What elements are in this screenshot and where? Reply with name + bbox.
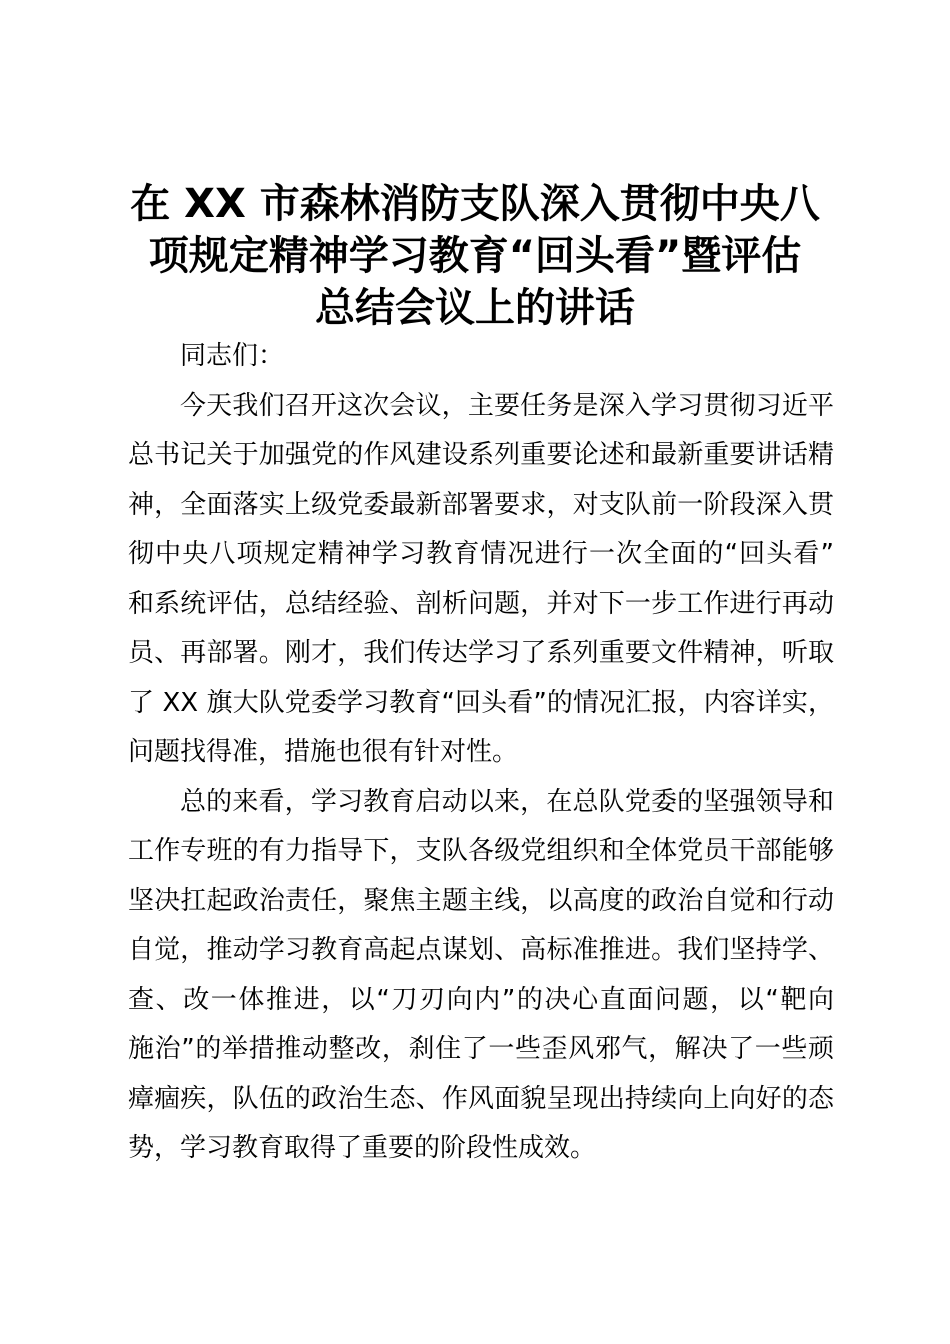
paragraph-line: 瘴痼疾，队伍的政治生态、作风面貌呈现出持续向上向好的态 [128, 1083, 834, 1114]
paragraph-line: 工作专班的有力指导下，支队各级党组织和全体党员干部能够 [128, 836, 834, 866]
paragraph-line: 自觉，推动学习教育高起点谋划、高标准推进。我们坚持学、 [128, 935, 834, 965]
paragraph-line: 了 XX 旗大队党委学习教育“回头看”的情况汇报，内容详实， [128, 687, 834, 718]
document-body [128, 332, 834, 1174]
paragraph-line: 势，学习教育取得了重要的阶段性成效。 [128, 1133, 597, 1163]
salutation: 同志们： [180, 341, 285, 371]
paragraph-line: 总书记关于加强党的作风建设系列重要论述和最新重要讲话精 [128, 440, 834, 470]
paragraph-line: 和系统评估，总结经验、剖析问题，并对下一步工作进行再动 [128, 588, 834, 619]
paragraph-1 [128, 382, 834, 778]
paragraph-line: 问题找得准，措施也很有针对性。 [128, 737, 519, 767]
title-line-3: 总结会议上的讲话 [315, 285, 635, 331]
paragraph-line: 坚决扛起政治责任，聚焦主题主线，以高度的政治自觉和行动 [128, 885, 834, 916]
paragraph-line: 总的来看，学习教育启动以来，在总队党委的坚强领导和 [180, 786, 834, 817]
document-title [110, 178, 840, 334]
paragraph-line: 查、改一体推进，以“刀刃向内”的决心直面问题，以“靶向 [128, 984, 834, 1015]
paragraph-line: 施治”的举措推动整改，刹住了一些歪风邪气，解决了一些顽 [128, 1034, 834, 1064]
title-line-2: 项规定精神学习教育“回头看”暨评估 [148, 233, 802, 279]
paragraph-line: 神，全面落实上级党委最新部署要求，对支队前一阶段深入贯 [128, 489, 834, 520]
paragraph-line: 今天我们召开这次会议，主要任务是深入学习贯彻习近平 [180, 390, 834, 421]
paragraph-line: 员、再部署。刚才，我们传达学习了系列重要文件精神，听取 [128, 638, 834, 668]
paragraph-line: 彻中央八项规定精神学习教育情况进行一次全面的“回头看” [128, 539, 834, 569]
paragraph-2 [128, 778, 834, 1174]
title-line-1: 在 XX 市森林消防支队深入贯彻中央八 [130, 181, 820, 227]
